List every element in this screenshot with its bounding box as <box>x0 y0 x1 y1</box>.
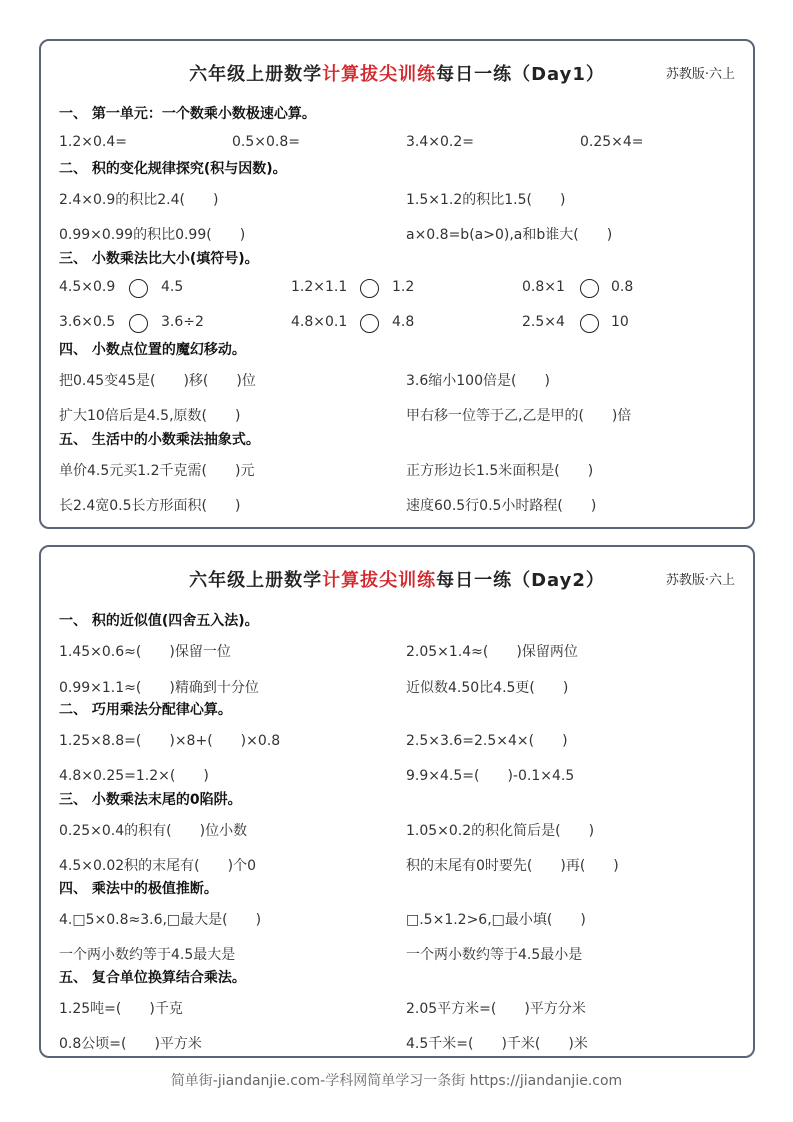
worksheet-day2 <box>39 545 755 1058</box>
problem: 3.6缩小100倍是( ) <box>406 373 550 389</box>
problem: 2.05平方米=( )平方分米 <box>406 1001 586 1017</box>
compare-right: 0.8 <box>611 279 634 295</box>
compare-circle[interactable] <box>360 279 379 298</box>
problem: 一个两小数约等于4.5最小是 <box>406 947 583 963</box>
compare-left: 4.5×0.9 <box>59 279 116 295</box>
section-heading: 一、 第一单元：一个数乘小数极速心算。 <box>59 106 316 122</box>
problem: 1.25×8.8=( )×8+( )×0.8 <box>59 733 281 749</box>
problem: 4.5千米=( )千米( )米 <box>406 1036 588 1052</box>
title-suffix: 每日一练（Day2） <box>436 570 605 591</box>
problem: 1.5×1.2的积比1.5( ) <box>406 192 566 208</box>
compare-left: 1.2×1.1 <box>291 279 348 295</box>
problem: 0.8公顷=( )平方米 <box>59 1036 202 1052</box>
compare-left: 4.8×0.1 <box>291 314 348 330</box>
problem: 扩大10倍后是4.5,原数( ) <box>59 408 241 424</box>
section-heading: 三、 小数乘法比大小(填符号)。 <box>59 251 259 267</box>
compare-circle[interactable] <box>580 279 599 298</box>
problem: 0.5×0.8= <box>232 134 300 150</box>
compare-left: 2.5×4 <box>522 314 565 330</box>
problem: 2.5×3.6=2.5×4×( ) <box>406 733 568 749</box>
section-heading: 二、 巧用乘法分配律心算。 <box>59 702 232 718</box>
compare-right: 4.8 <box>392 314 415 330</box>
problem: a×0.8=b(a>0),a和b谁大( ) <box>406 227 613 243</box>
problem: 把0.45变45是( )移( )位 <box>59 373 256 389</box>
problem: 4.8×0.25=1.2×( ) <box>59 768 209 784</box>
edition-label: 苏教版·六上 <box>665 67 735 82</box>
problem: 单价4.5元买1.2千克需( )元 <box>59 463 255 479</box>
section-heading: 五、 生活中的小数乘法抽象式。 <box>59 432 260 448</box>
compare-right: 1.2 <box>392 279 415 295</box>
section-heading: 一、 积的近似值(四舍五入法)。 <box>59 613 259 629</box>
problem: 速度60.5行0.5小时路程( ) <box>406 498 597 514</box>
section-heading: 五、 复合单位换算结合乘法。 <box>59 970 246 986</box>
worksheet-day1 <box>39 39 755 529</box>
section-heading: 四、 乘法中的极值推断。 <box>59 881 218 897</box>
problem: 4.□5×0.8≈3.6,□最大是( ) <box>59 912 262 928</box>
compare-circle[interactable] <box>129 314 148 333</box>
worksheet-title <box>41 566 753 592</box>
problem: 一个两小数约等于4.5最大是 <box>59 947 236 963</box>
problem: 0.99×1.1≈( )精确到十分位 <box>59 680 259 696</box>
problem: 1.05×0.2的积化简后是( ) <box>406 823 595 839</box>
problem: 3.4×0.2= <box>406 134 474 150</box>
problem: 1.2×0.4= <box>59 134 127 150</box>
worksheet-title <box>41 60 753 86</box>
problem: □.5×1.2>6,□最小填( ) <box>406 912 586 928</box>
compare-left: 0.8×1 <box>522 279 565 295</box>
problem: 0.25×4= <box>580 134 644 150</box>
title-prefix: 六年级上册数学 <box>189 570 323 591</box>
compare-circle[interactable] <box>360 314 379 333</box>
section-heading: 三、 小数乘法末尾的0陷阱。 <box>59 792 242 808</box>
problem: 2.05×1.4≈( )保留两位 <box>406 644 578 660</box>
problem: 1.45×0.6≈( )保留一位 <box>59 644 231 660</box>
problem: 9.9×4.5=( )-0.1×4.5 <box>406 768 575 784</box>
title-prefix: 六年级上册数学 <box>189 64 323 85</box>
title-highlight: 计算拔尖训练 <box>322 570 437 591</box>
compare-left: 3.6×0.5 <box>59 314 116 330</box>
compare-right: 10 <box>611 314 629 330</box>
problem: 近似数4.50比4.5更( ) <box>406 680 569 696</box>
problem: 甲右移一位等于乙,乙是甲的( )倍 <box>406 408 632 424</box>
section-heading: 四、 小数点位置的魔幻移动。 <box>59 342 246 358</box>
compare-circle[interactable] <box>580 314 599 333</box>
edition-label: 苏教版·六上 <box>665 573 735 588</box>
problem: 1.25吨=( )千克 <box>59 1001 183 1017</box>
page-footer: 简单街-jiandanjie.com-学科网简单学习一条街 https://jiandanjie.com <box>170 1073 623 1089</box>
problem: 正方形边长1.5米面积是( ) <box>406 463 594 479</box>
section-heading: 二、 积的变化规律探究(积与因数)。 <box>59 161 287 177</box>
title-highlight: 计算拔尖训练 <box>322 64 437 85</box>
compare-circle[interactable] <box>129 279 148 298</box>
problem: 4.5×0.02积的末尾有( )个0 <box>59 858 256 874</box>
problem: 0.25×0.4的积有( )位小数 <box>59 823 248 839</box>
problem: 2.4×0.9的积比2.4( ) <box>59 192 219 208</box>
problem: 0.99×0.99的积比0.99( ) <box>59 227 246 243</box>
compare-right: 3.6÷2 <box>161 314 204 330</box>
compare-right: 4.5 <box>161 279 184 295</box>
title-suffix: 每日一练（Day1） <box>436 64 605 85</box>
problem: 积的末尾有0时要先( )再( ) <box>406 858 619 874</box>
problem: 长2.4宽0.5长方形面积( ) <box>59 498 241 514</box>
